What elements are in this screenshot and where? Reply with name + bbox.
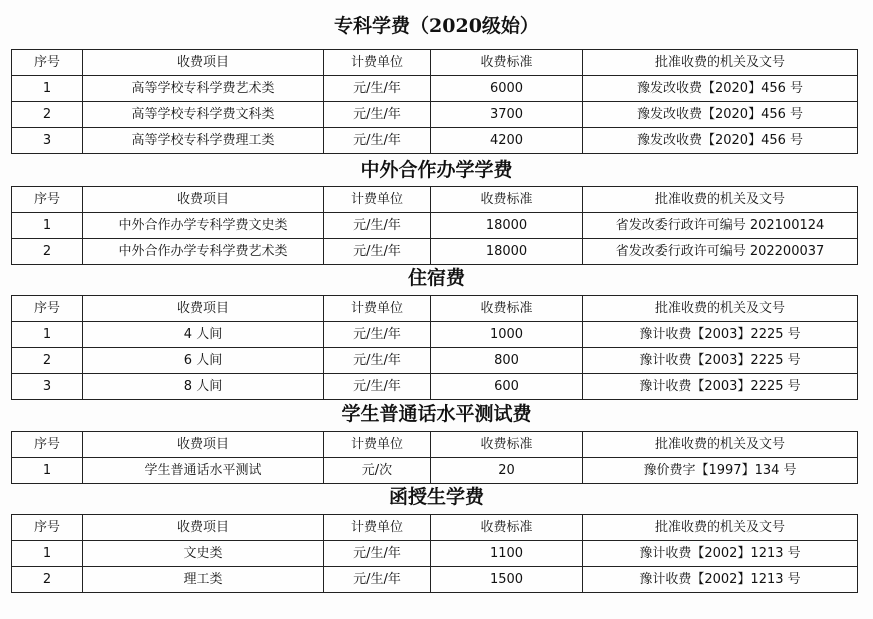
cell-item: 中外合作办学专科学费文史类 <box>83 213 324 239</box>
cell-standard: 600 <box>431 374 583 400</box>
cell-no: 1 <box>12 322 83 348</box>
cell-no: 3 <box>12 374 83 400</box>
header-standard: 收费标准 <box>431 50 583 76</box>
table-row <box>12 567 858 593</box>
table-row <box>12 322 858 348</box>
table-header-row <box>12 50 858 76</box>
table-row <box>12 76 858 102</box>
cell-no: 2 <box>12 239 83 265</box>
cell-no: 2 <box>12 348 83 374</box>
header-standard: 收费标准 <box>431 432 583 458</box>
cell-standard: 6000 <box>431 76 583 102</box>
cell-item: 8 人间 <box>83 374 324 400</box>
cell-item: 高等学校专科学费文科类 <box>83 102 324 128</box>
header-unit: 计费单位 <box>324 515 431 541</box>
header-no: 序号 <box>12 432 83 458</box>
cell-item: 高等学校专科学费艺术类 <box>83 76 324 102</box>
table-row <box>12 458 858 484</box>
header-authority: 批准收费的机关及文号 <box>583 187 858 213</box>
section-title: 函授生学费 <box>388 486 484 508</box>
cell-standard: 800 <box>431 348 583 374</box>
header-standard: 收费标准 <box>431 296 583 322</box>
cell-no: 1 <box>12 541 83 567</box>
cell-item: 文史类 <box>83 541 324 567</box>
cell-unit: 元/生/年 <box>324 374 431 400</box>
header-authority: 批准收费的机关及文号 <box>583 432 858 458</box>
table-row <box>12 102 858 128</box>
header-authority: 批准收费的机关及文号 <box>583 515 858 541</box>
table-row <box>12 213 858 239</box>
header-no: 序号 <box>12 296 83 322</box>
section-title: 学生普通话水平测试费 <box>341 403 532 425</box>
cell-authority: 豫价费字【1997】134 号 <box>583 458 858 484</box>
header-item: 收费项目 <box>83 187 324 213</box>
table-row <box>12 239 858 265</box>
cell-standard: 20 <box>431 458 583 484</box>
fee-table <box>11 186 858 265</box>
cell-item: 中外合作办学专科学费艺术类 <box>83 239 324 265</box>
table-header-row <box>12 187 858 213</box>
cell-item: 高等学校专科学费理工类 <box>83 128 324 154</box>
cell-standard: 1100 <box>431 541 583 567</box>
header-item: 收费项目 <box>83 296 324 322</box>
table-row <box>12 541 858 567</box>
cell-unit: 元/生/年 <box>324 213 431 239</box>
header-no: 序号 <box>12 515 83 541</box>
cell-standard: 18000 <box>431 213 583 239</box>
cell-unit: 元/生/年 <box>324 102 431 128</box>
header-unit: 计费单位 <box>324 432 431 458</box>
cell-authority: 豫计收费【2003】2225 号 <box>583 348 858 374</box>
cell-standard: 1500 <box>431 567 583 593</box>
header-standard: 收费标准 <box>431 515 583 541</box>
fee-table <box>11 295 858 400</box>
cell-authority: 豫发改收费【2020】456 号 <box>583 128 858 154</box>
cell-standard: 4200 <box>431 128 583 154</box>
cell-unit: 元/生/年 <box>324 567 431 593</box>
cell-authority: 豫计收费【2002】1213 号 <box>583 567 858 593</box>
header-no: 序号 <box>12 50 83 76</box>
cell-authority: 豫计收费【2003】2225 号 <box>583 322 858 348</box>
fee-table <box>11 431 858 484</box>
cell-item: 6 人间 <box>83 348 324 374</box>
cell-unit: 元/生/年 <box>324 541 431 567</box>
cell-authority: 豫发改收费【2020】456 号 <box>583 76 858 102</box>
cell-authority: 豫计收费【2003】2225 号 <box>583 374 858 400</box>
header-authority: 批准收费的机关及文号 <box>583 50 858 76</box>
cell-standard: 3700 <box>431 102 583 128</box>
table-header-row <box>12 296 858 322</box>
cell-unit: 元/生/年 <box>324 239 431 265</box>
section-title: 住宿费 <box>407 267 465 289</box>
cell-unit: 元/生/年 <box>324 322 431 348</box>
cell-standard: 1000 <box>431 322 583 348</box>
cell-no: 1 <box>12 458 83 484</box>
cell-no: 2 <box>12 102 83 128</box>
cell-no: 2 <box>12 567 83 593</box>
header-authority: 批准收费的机关及文号 <box>583 296 858 322</box>
header-no: 序号 <box>12 187 83 213</box>
cell-no: 1 <box>12 76 83 102</box>
fee-table <box>11 514 858 593</box>
table-header-row <box>12 515 858 541</box>
section-title: 专科学费（2020级始） <box>334 15 539 37</box>
header-standard: 收费标准 <box>431 187 583 213</box>
header-item: 收费项目 <box>83 515 324 541</box>
fee-table <box>11 49 858 154</box>
cell-authority: 豫发改收费【2020】456 号 <box>583 102 858 128</box>
cell-standard: 18000 <box>431 239 583 265</box>
table-row <box>12 348 858 374</box>
cell-item: 理工类 <box>83 567 324 593</box>
header-item: 收费项目 <box>83 432 324 458</box>
cell-unit: 元/生/年 <box>324 348 431 374</box>
cell-authority: 省发改委行政许可编号 202200037 <box>583 239 858 265</box>
table-row <box>12 374 858 400</box>
section-title: 中外合作办学学费 <box>360 159 513 181</box>
header-unit: 计费单位 <box>324 296 431 322</box>
cell-authority: 省发改委行政许可编号 202100124 <box>583 213 858 239</box>
table-header-row <box>12 432 858 458</box>
cell-no: 1 <box>12 213 83 239</box>
header-unit: 计费单位 <box>324 50 431 76</box>
header-item: 收费项目 <box>83 50 324 76</box>
cell-item: 学生普通话水平测试 <box>83 458 324 484</box>
cell-unit: 元/生/年 <box>324 76 431 102</box>
cell-authority: 豫计收费【2002】1213 号 <box>583 541 858 567</box>
table-row <box>12 128 858 154</box>
cell-unit: 元/生/年 <box>324 128 431 154</box>
cell-unit: 元/次 <box>324 458 431 484</box>
cell-item: 4 人间 <box>83 322 324 348</box>
header-unit: 计费单位 <box>324 187 431 213</box>
cell-no: 3 <box>12 128 83 154</box>
